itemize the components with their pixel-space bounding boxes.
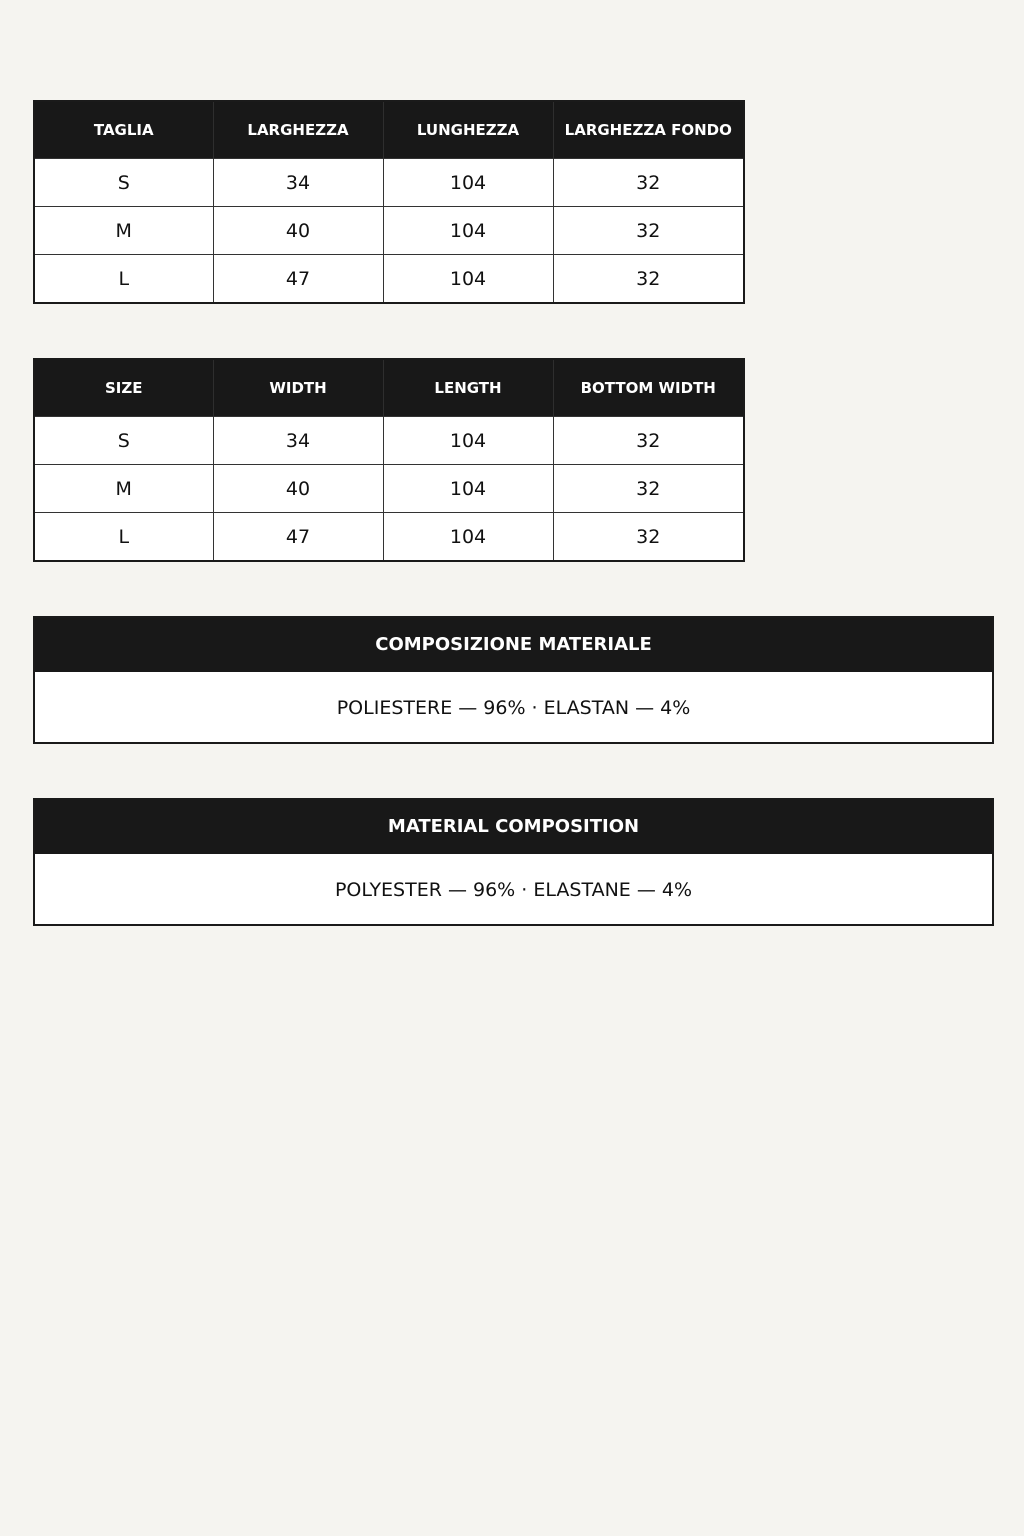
length-cell: 104 <box>383 255 553 304</box>
header-larghezza-fondo: LARGHEZZA FONDO <box>553 101 744 159</box>
composition-box-italian <box>33 616 994 744</box>
bottom-width-cell: 32 <box>553 513 744 562</box>
width-cell: 34 <box>213 159 383 207</box>
bottom-width-cell: 32 <box>553 417 744 465</box>
composition-title: COMPOSIZIONE MATERIALE <box>35 618 992 672</box>
table-row <box>34 207 744 255</box>
length-cell: 104 <box>383 207 553 255</box>
size-cell: M <box>34 207 213 255</box>
composition-box-english <box>33 798 994 926</box>
bottom-width-cell: 32 <box>553 207 744 255</box>
bottom-width-cell: 32 <box>553 465 744 513</box>
header-length: LENGTH <box>383 359 553 417</box>
bottom-width-cell: 32 <box>553 159 744 207</box>
width-cell: 40 <box>213 465 383 513</box>
width-cell: 47 <box>213 255 383 304</box>
size-cell: L <box>34 513 213 562</box>
table-row <box>34 255 744 304</box>
composition-title: MATERIAL COMPOSITION <box>35 800 992 854</box>
header-bottom-width: BOTTOM WIDTH <box>553 359 744 417</box>
length-cell: 104 <box>383 159 553 207</box>
length-cell: 104 <box>383 465 553 513</box>
width-cell: 34 <box>213 417 383 465</box>
size-cell: L <box>34 255 213 304</box>
table-row <box>34 465 744 513</box>
table-row <box>34 513 744 562</box>
header-larghezza: LARGHEZZA <box>213 101 383 159</box>
header-width: WIDTH <box>213 359 383 417</box>
size-cell: S <box>34 159 213 207</box>
width-cell: 40 <box>213 207 383 255</box>
table-row <box>34 159 744 207</box>
width-cell: 47 <box>213 513 383 562</box>
table-header-row <box>34 101 744 159</box>
length-cell: 104 <box>383 513 553 562</box>
table-row <box>34 417 744 465</box>
length-cell: 104 <box>383 417 553 465</box>
header-taglia: TAGLIA <box>34 101 213 159</box>
composition-text: POLYESTER — 96% · ELASTANE — 4% <box>334 879 693 901</box>
size-table-english <box>33 358 745 562</box>
size-cell: M <box>34 465 213 513</box>
size-table-italian <box>33 100 745 304</box>
header-lunghezza: LUNGHEZZA <box>383 101 553 159</box>
bottom-width-cell: 32 <box>553 255 744 304</box>
header-size: SIZE <box>34 359 213 417</box>
size-cell: S <box>34 417 213 465</box>
table-header-row <box>34 359 744 417</box>
composition-text: POLIESTERE — 96% · ELASTAN — 4% <box>336 697 691 719</box>
